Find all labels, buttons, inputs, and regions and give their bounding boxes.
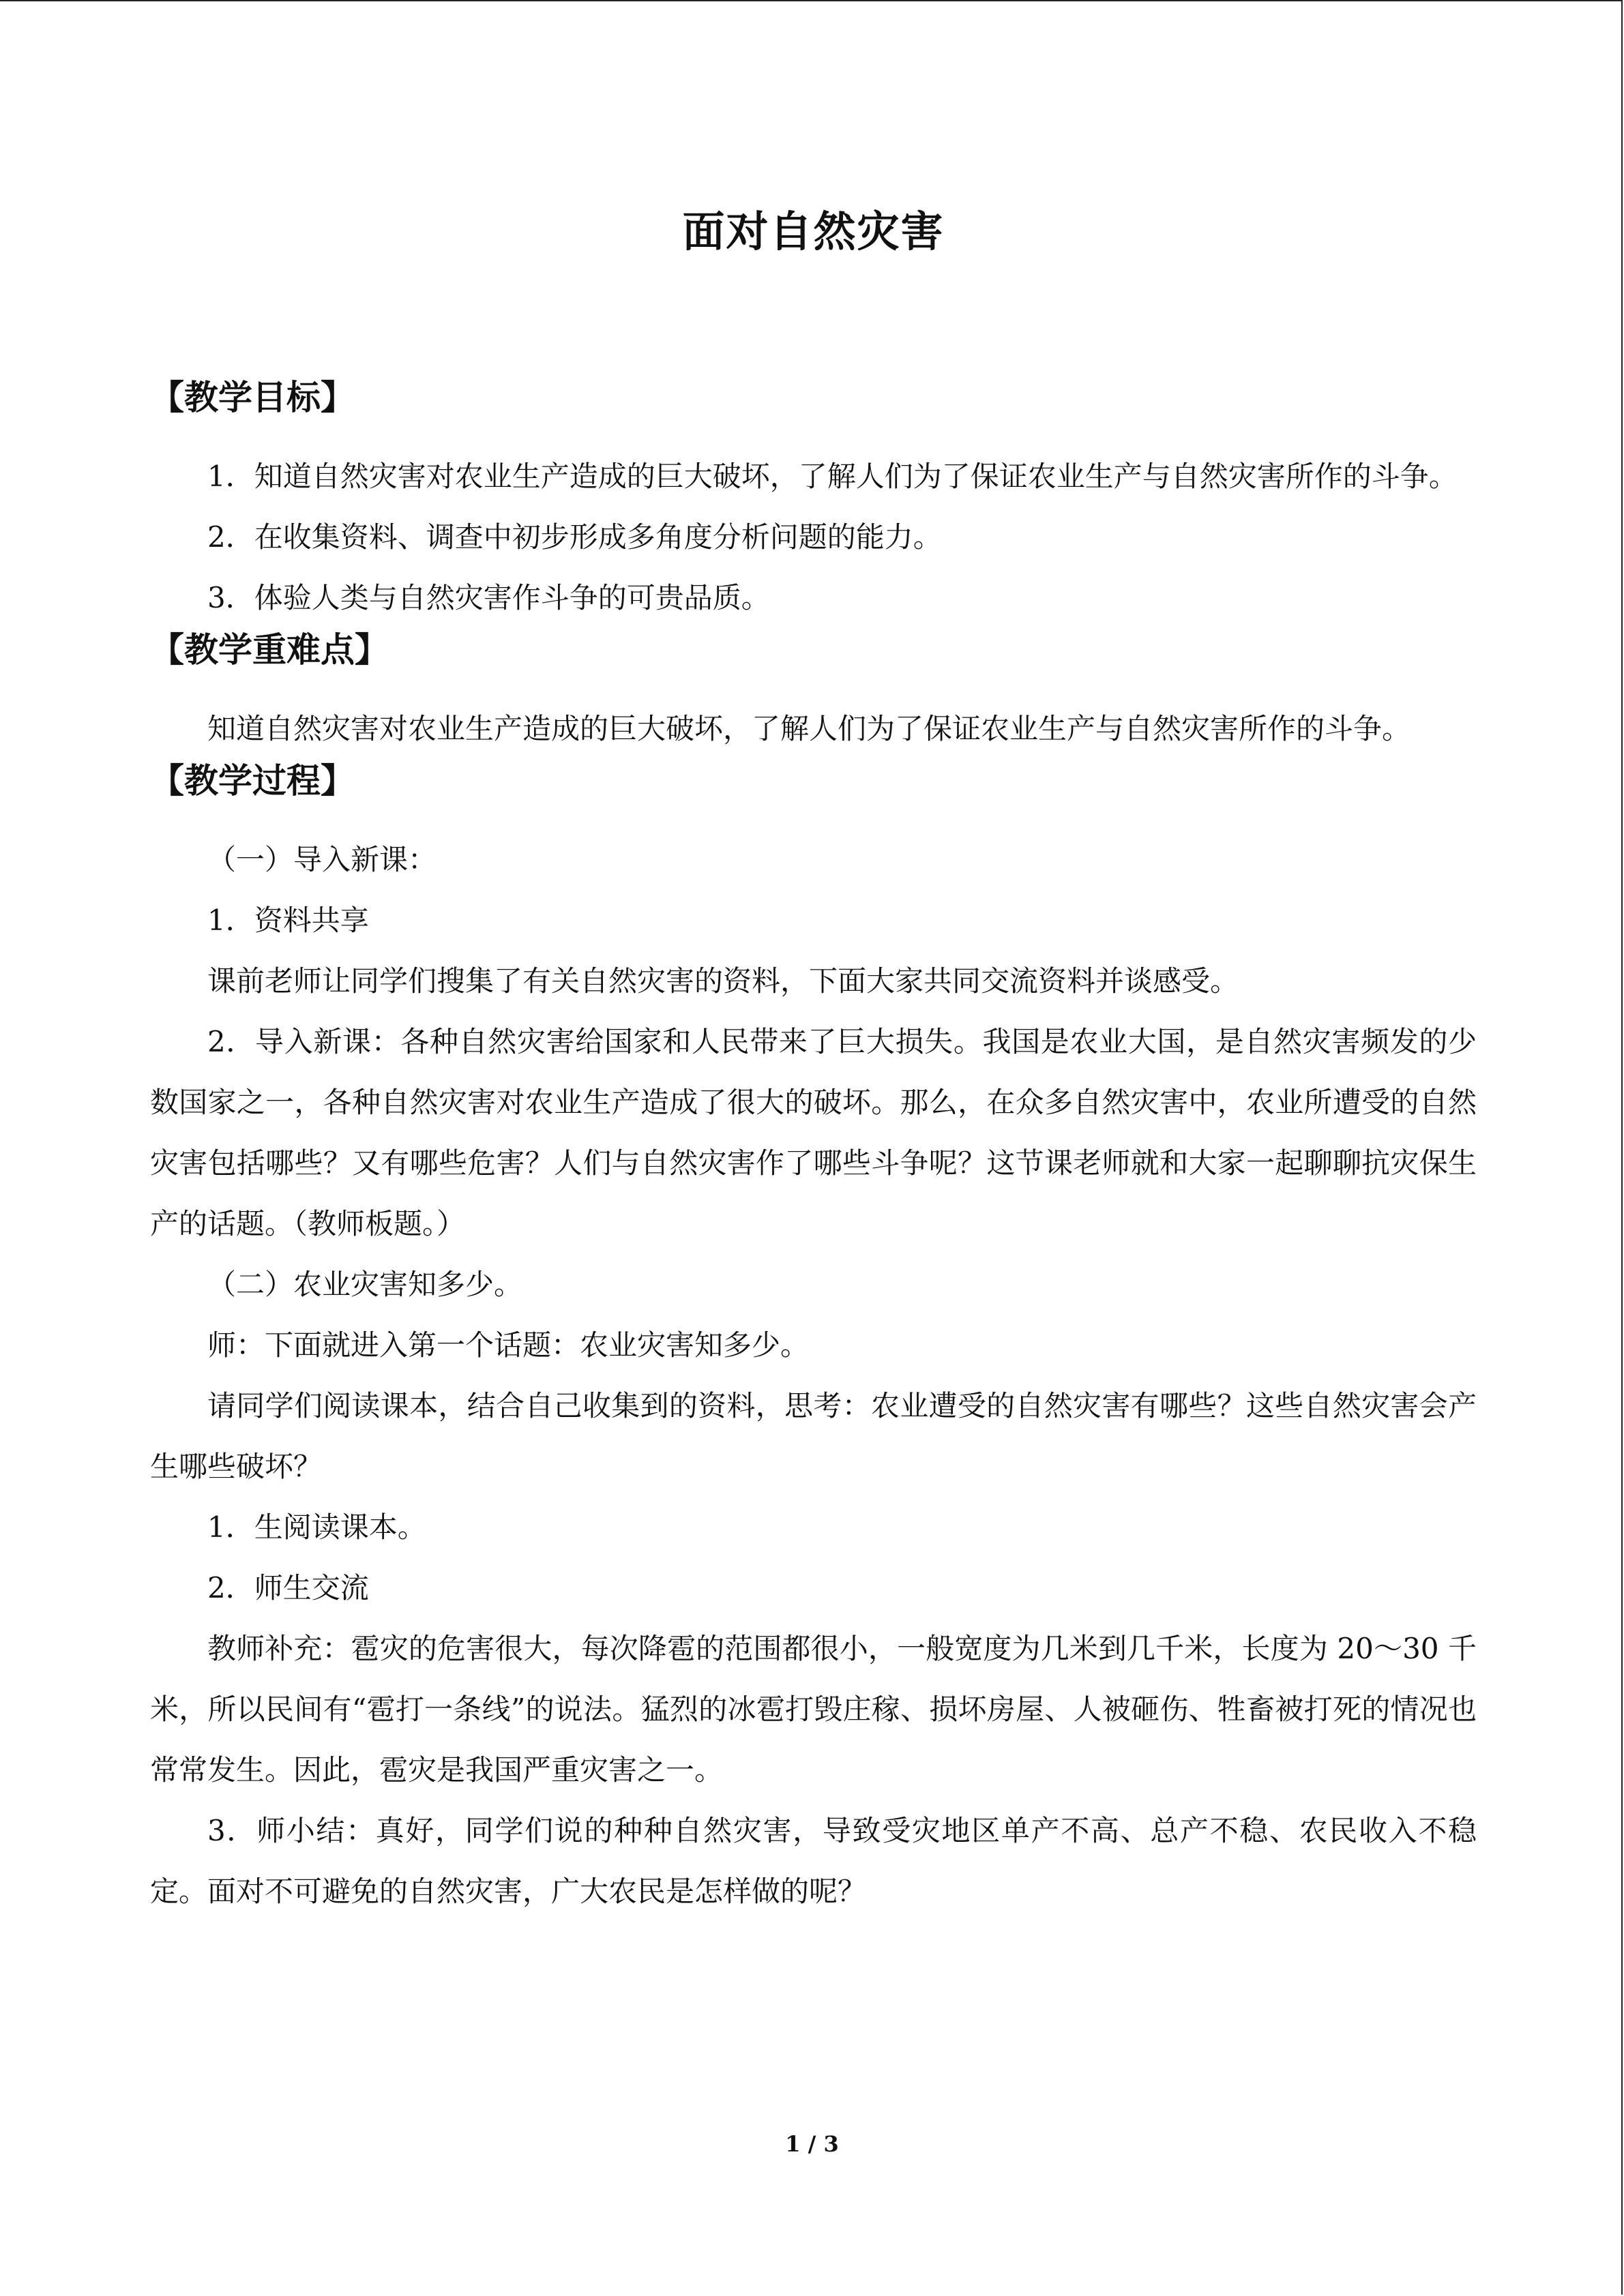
paragraph: 2．导入新课：各种自然灾害给国家和人民带来了巨大损失。我国是农业大国，是自然灾害频发的少数国家之一，各种自然灾害对农业生产造成了很大的破坏。那么，在众多自然灾害中，农业所遭受的自然灾害包括哪些？又有哪些危害？人们与自然灾害作了哪些斗争呢？这节课老师就和大家一起聊聊抗灾保生产的话题。（教师板题。） bbox=[150, 1024, 1477, 1240]
section-heading: 【教学目标】 bbox=[150, 377, 355, 417]
paragraph: 1．生阅读课本。 bbox=[207, 1510, 426, 1544]
section-teaching-goals bbox=[150, 376, 1477, 628]
paragraph: 2．在收集资料、调查中初步形成多角度分析问题的能力。 bbox=[207, 520, 942, 554]
paragraph: 课前老师让同学们搜集了有关自然灾害的资料，下面大家共同交流资料并谈感受。 bbox=[207, 964, 1239, 998]
paragraph: 教师补充：雹灾的危害很大，每次降雹的范围都很小，一般宽度为几米到几千米，长度为 20～30 千米，所以民间有“雹打一条线”的说法。猛烈的冰雹打毁庄稼、损坏房屋、人被砸伤、牲畜被打死的情况也常常发生。因此，雹灾是我国严重灾害之一。 bbox=[150, 1631, 1477, 1787]
paragraph: 1．知道自然灾害对农业生产造成的巨大破坏，了解人们为了保证农业生产与自然灾害所作的斗争。 bbox=[207, 459, 1458, 493]
paragraph: 请同学们阅读课本，结合自己收集到的资料，思考：农业遭受的自然灾害有哪些？这些自然灾害会产生哪些破坏？ bbox=[150, 1388, 1477, 1483]
paragraph: 3．师小结：真好，同学们说的种种自然灾害，导致受灾地区单产不高、总产不稳、农民收入不稳定。面对不可避免的自然灾害，广大农民是怎样做的呢？ bbox=[150, 1813, 1477, 1908]
page-number: 1 / 3 bbox=[785, 2131, 839, 2157]
paragraph: 3．体验人类与自然灾害作斗争的可贵品质。 bbox=[207, 580, 770, 614]
section-key-points bbox=[150, 628, 1477, 759]
section-heading: 【教学过程】 bbox=[150, 760, 355, 801]
paragraph: （二）农业灾害知多少。 bbox=[207, 1267, 523, 1301]
paragraph: 1．资料共享 bbox=[207, 903, 369, 937]
paragraph: （一）导入新课： bbox=[207, 842, 437, 876]
paragraph: 知道自然灾害对农业生产造成的巨大破坏，了解人们为了保证农业生产与自然灾害所作的斗争。 bbox=[207, 711, 1411, 745]
document-title: 面对自然灾害 bbox=[682, 207, 945, 256]
paragraph: 师：下面就进入第一个话题：农业灾害知多少。 bbox=[207, 1328, 810, 1362]
paragraph: 2．师生交流 bbox=[207, 1570, 369, 1605]
section-teaching-process bbox=[150, 759, 1477, 1922]
section-heading: 【教学重难点】 bbox=[150, 629, 389, 670]
document-body bbox=[150, 205, 1477, 1922]
